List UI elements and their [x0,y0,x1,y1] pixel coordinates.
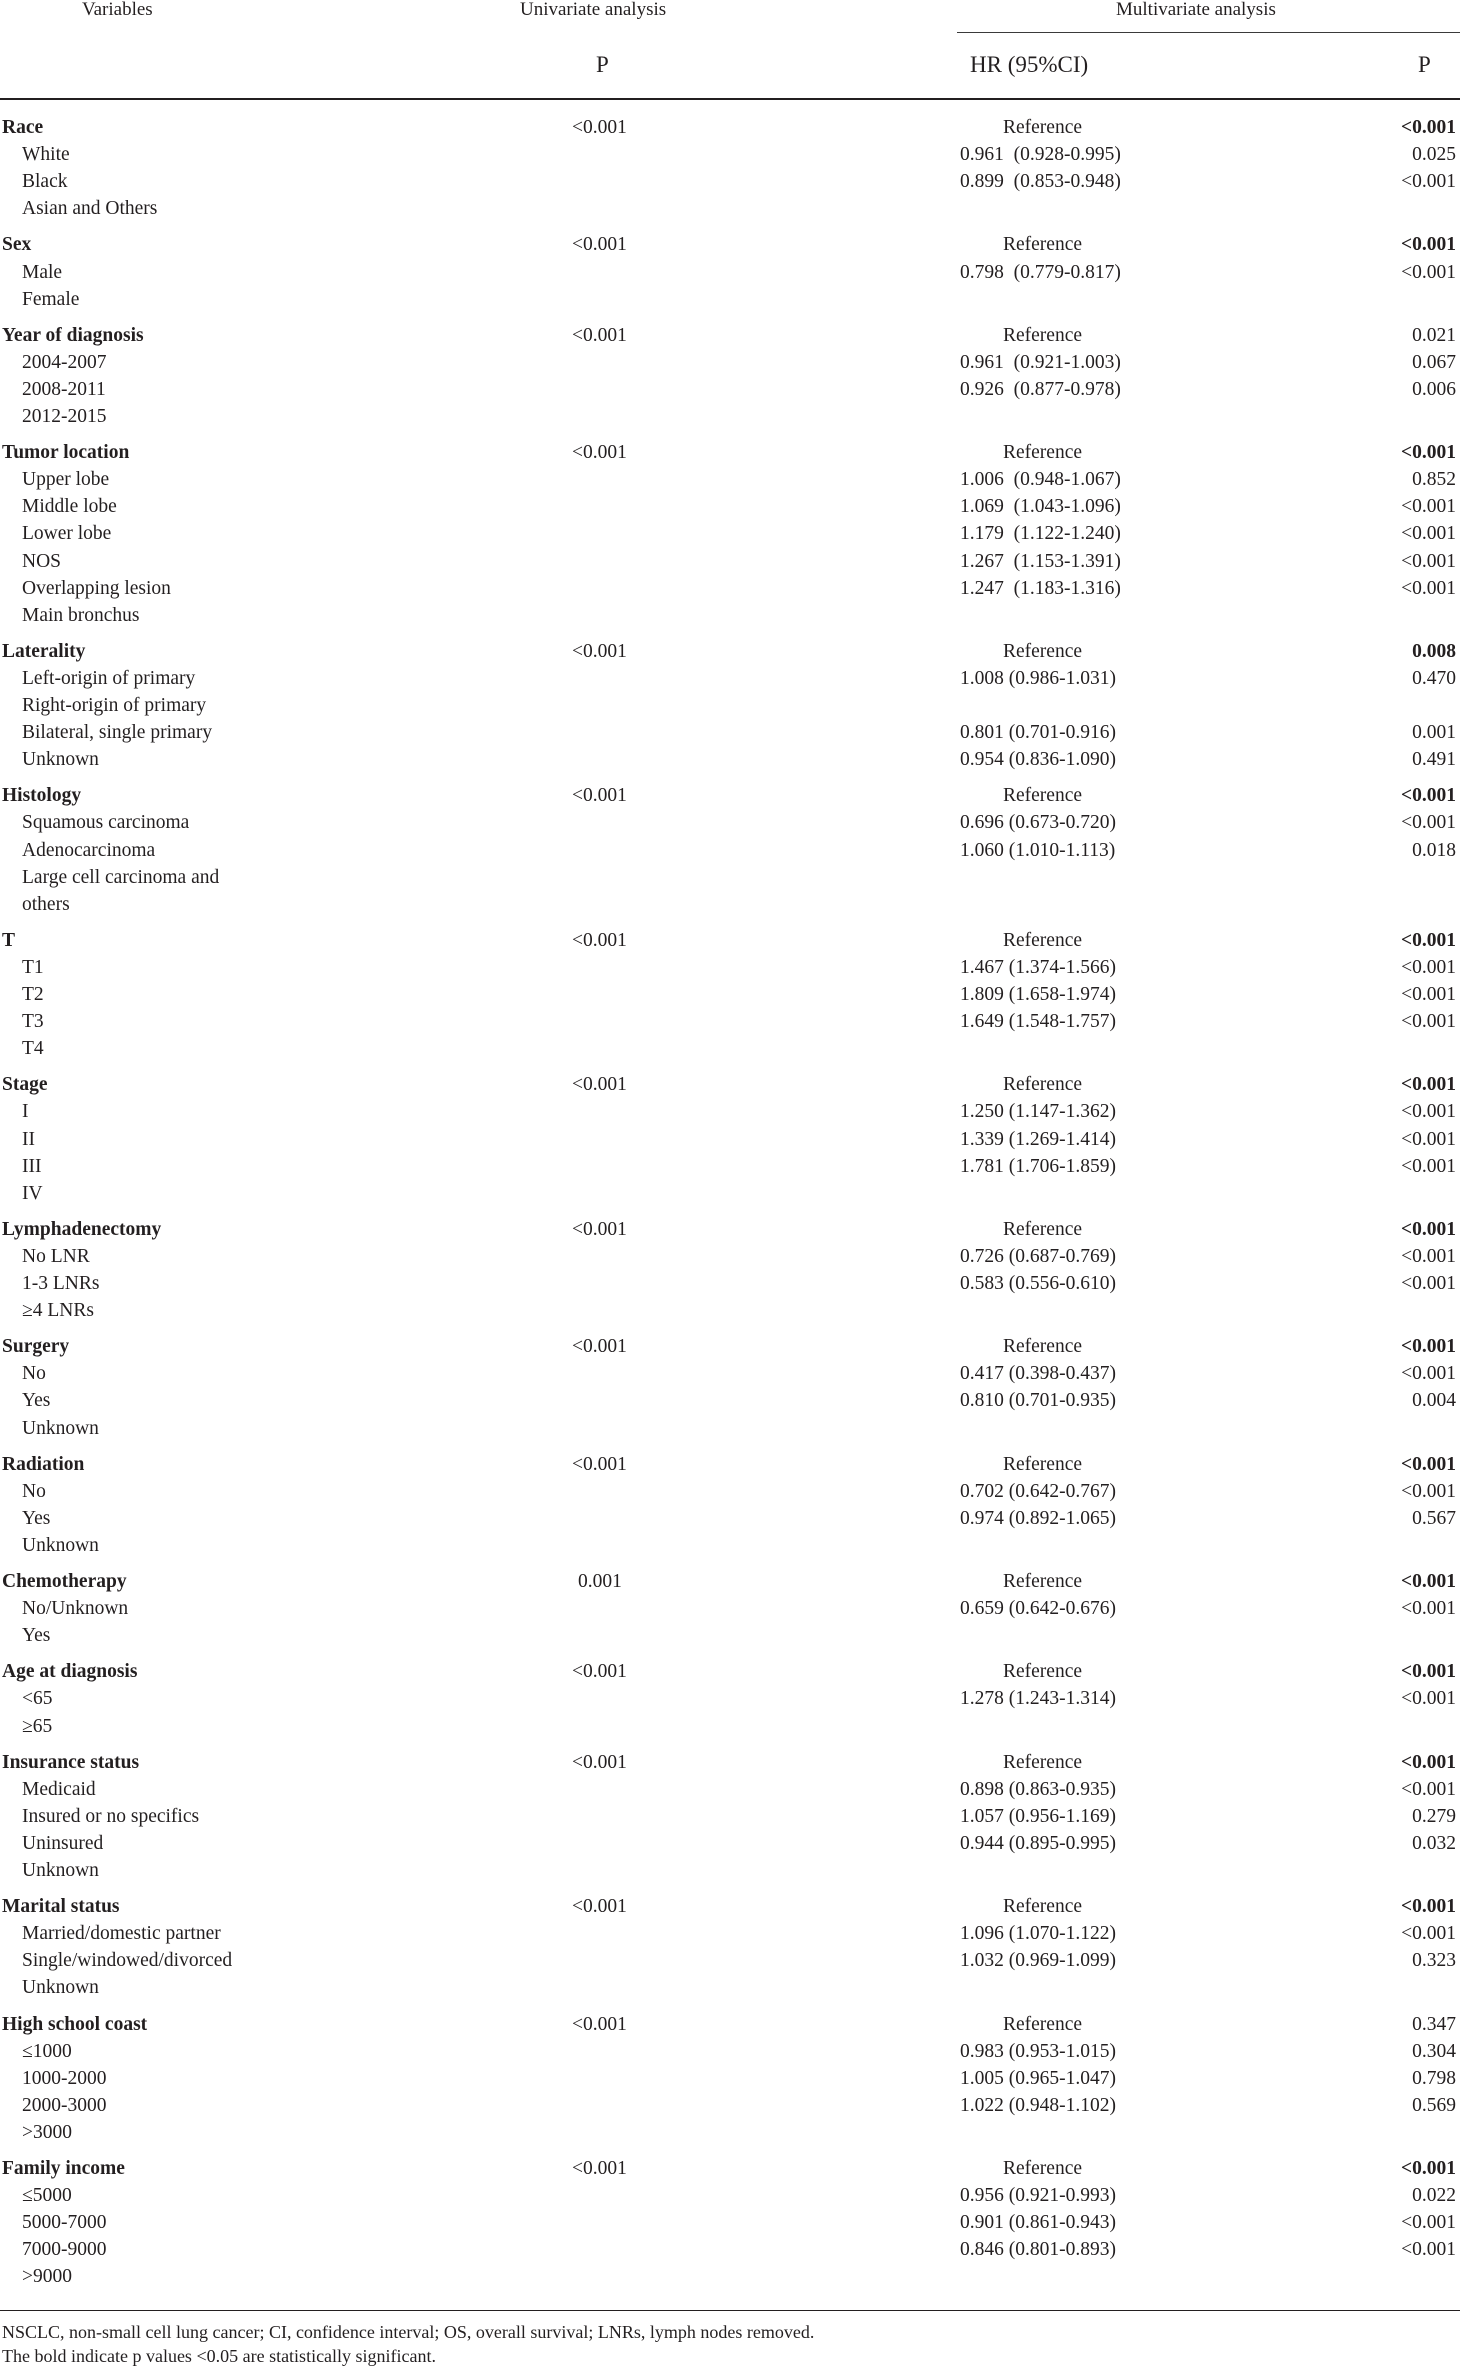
level-label: No [22,1480,46,1502]
footnote-bold: The bold indicate p values <0.05 are statistically significant. [2,2345,437,2366]
level-label: Unknown [22,749,99,771]
multivariate-p: <0.001 [1401,1074,1456,1096]
header-multivariate: Multivariate analysis [1116,0,1276,20]
level-p: 0.491 [1412,749,1456,771]
table-row [0,520,1460,547]
level-label: Black [22,171,68,193]
table-row [0,981,1460,1008]
multivariate-p: <0.001 [1401,785,1456,807]
level-p: <0.001 [1401,1363,1456,1385]
table-row [0,548,1460,575]
level-label: Insured or no specifics [22,1805,200,1827]
table-row [0,2092,1460,2119]
level-label: Large cell carcinoma and [22,866,220,888]
table-row [0,1098,1460,1125]
table-row [0,1180,1460,1207]
level-label: Upper lobe [22,469,110,491]
level-label: No/Unknown [22,1598,129,1620]
reference-label: Reference [1003,1336,1083,1358]
hazard-ratio: 0.846 (0.801-0.893) [960,2239,1116,2261]
level-p: 0.018 [1412,839,1456,861]
multivariate-p: 0.021 [1412,324,1456,346]
variable-name: Histology [2,785,82,807]
level-label: Unknown [22,1860,99,1881]
level-label: Single/windowed/divorced [22,1950,233,1972]
level-label: I [22,1101,29,1123]
hazard-ratio: 1.247 (1.183-1.316) [960,577,1121,599]
table-row [0,2119,1460,2146]
table-row [0,837,1460,864]
group-row [0,1333,1460,1360]
group-row [0,1749,1460,1776]
multivariate-p: <0.001 [1401,1571,1456,1592]
table-row [0,1035,1460,1062]
group-row [0,1658,1460,1685]
level-label: 2008-2011 [22,378,106,400]
hazard-ratio: 0.983 (0.953-1.015) [960,2040,1116,2062]
hazard-ratio: 0.944 (0.895-0.995) [960,1832,1116,1854]
reference-label: Reference [1003,1074,1083,1096]
table-row [0,2182,1460,2209]
group-row [0,638,1460,665]
level-p: <0.001 [1401,1011,1456,1033]
hazard-ratio: 1.809 (1.658-1.974) [960,984,1116,1005]
level-p: <0.001 [1401,1480,1456,1502]
variable-name: Radiation [2,1453,85,1475]
univariate-p: <0.001 [572,1074,627,1096]
table-row [0,1776,1460,1803]
level-label: No LNR [22,1245,90,1267]
hazard-ratio: 0.926 (0.877-0.978) [960,378,1121,400]
reference-label: Reference [1003,1571,1083,1592]
table-bottom-rule [0,2310,1460,2312]
reference-label: Reference [1003,1218,1083,1240]
variable-name: Stage [2,1074,48,1096]
level-label: ≥4 LNRs [22,1300,94,1322]
table-row [0,1622,1460,1649]
hazard-ratio: 1.267 (1.153-1.391) [960,550,1121,572]
reference-label: Reference [1003,1751,1083,1773]
hazard-ratio: 0.726 (0.687-0.769) [960,1245,1116,1267]
level-p: <0.001 [1401,1273,1456,1294]
level-p: <0.001 [1401,812,1456,834]
reference-label: Reference [1003,2013,1083,2035]
level-label: ≥65 [22,1715,53,1737]
group-row [0,782,1460,809]
hazard-ratio: 0.961 (0.928-0.995) [960,144,1121,166]
table-row [0,1415,1460,1442]
level-label: Unknown [22,1977,99,1999]
level-p: <0.001 [1401,1128,1456,1150]
level-p: 0.279 [1412,1805,1456,1827]
header-univariate: Univariate analysis [520,0,667,20]
level-p: <0.001 [1401,1923,1456,1945]
variable-name: Race [2,117,44,138]
multivariate-p: 0.008 [1412,640,1456,662]
univariate-p: <0.001 [572,1751,627,1773]
level-label: 1000-2000 [22,2067,107,2089]
table-row [0,1270,1460,1297]
level-label: >9000 [22,2266,72,2288]
table-row [0,2263,1460,2290]
table-row [0,1857,1460,1884]
level-p: <0.001 [1401,261,1456,283]
level-p: <0.001 [1401,1598,1456,1620]
hazard-ratio: 1.069 (1.043-1.096) [960,496,1121,518]
level-p: 0.304 [1412,2040,1456,2062]
univariate-p: <0.001 [572,234,627,256]
hazard-ratio: 0.417 (0.398-0.437) [960,1363,1116,1385]
univariate-p: <0.001 [572,929,627,951]
level-p: <0.001 [1401,2212,1456,2234]
hazard-ratio: 1.278 (1.243-1.314) [960,1688,1116,1710]
hazard-ratio: 1.057 (0.956-1.169) [960,1805,1116,1827]
table-row [0,692,1460,719]
table-row [0,286,1460,313]
table-row [0,1713,1460,1740]
reference-label: Reference [1003,2158,1083,2179]
group-row [0,1451,1460,1478]
table-row [0,168,1460,195]
level-p: 0.567 [1412,1507,1456,1529]
table-row [0,1126,1460,1153]
level-p: <0.001 [1401,577,1456,599]
multivariate-p: <0.001 [1401,1661,1456,1683]
level-p: 0.067 [1412,351,1456,373]
univariate-p: 0.001 [578,1571,622,1592]
univariate-p: <0.001 [572,1661,627,1683]
multivariate-p: <0.001 [1401,1218,1456,1240]
table-row [0,719,1460,746]
group-row [0,322,1460,349]
group-row [0,231,1460,258]
level-label: 2012-2015 [22,406,107,427]
level-p: 0.798 [1412,2067,1456,2089]
reference-label: Reference [1003,117,1083,138]
level-p: <0.001 [1401,550,1456,572]
table-row [0,466,1460,493]
level-label: T3 [22,1011,44,1033]
level-p: 0.852 [1412,469,1456,491]
level-label: Medicaid [22,1778,96,1800]
hazard-ratio: 1.060 (1.010-1.113) [960,839,1116,861]
hazard-ratio: 0.974 (0.892-1.065) [960,1507,1116,1529]
table-row [0,1947,1460,1974]
hazard-ratio: 0.801 (0.701-0.916) [960,722,1116,744]
level-p: 0.470 [1412,667,1456,689]
table-row [0,602,1460,629]
hazard-ratio: 1.649 (1.548-1.757) [960,1011,1116,1033]
hazard-ratio: 0.954 (0.836-1.090) [960,749,1116,771]
hazard-ratio: 1.008 (0.986-1.031) [960,667,1116,689]
variable-name: Sex [2,234,32,256]
table-header-top [0,0,1460,30]
variable-name: Family income [2,2158,125,2179]
table-row [0,2236,1460,2263]
level-label: No [22,1363,46,1385]
multivariate-p: <0.001 [1401,442,1456,464]
table-row [0,2065,1460,2092]
reference-label: Reference [1003,929,1083,951]
univariate-p: <0.001 [572,785,627,807]
variable-name: Tumor location [2,442,130,464]
group-row [0,439,1460,466]
level-label: Overlapping lesion [22,577,171,599]
hazard-ratio: 0.659 (0.642-0.676) [960,1598,1116,1620]
level-label: <65 [22,1688,53,1710]
level-p: <0.001 [1401,171,1456,193]
level-p: <0.001 [1401,1688,1456,1710]
footnote-abbreviations: NSCLC, non-small cell lung cancer; CI, confidence interval; OS, overall survival; LNRs, lymph nodes removed. [2,2321,815,2342]
level-label: ≤1000 [22,2040,72,2062]
level-label: T2 [22,984,44,1005]
header-hr: HR (95%CI) [970,52,1089,77]
table-row [0,954,1460,981]
level-label: Yes [22,1507,51,1529]
variable-name: Lymphadenectomy [2,1218,162,1240]
hazard-ratio: 1.005 (0.965-1.047) [960,2067,1116,2089]
reference-label: Reference [1003,1453,1083,1475]
univariate-p: <0.001 [572,1336,627,1358]
level-p: <0.001 [1401,1778,1456,1800]
table-row [0,2209,1460,2236]
header-variables: Variables [82,0,153,20]
variable-name: Surgery [2,1336,70,1358]
table-row [0,1920,1460,1947]
reference-label: Reference [1003,1896,1083,1918]
univariate-p: <0.001 [572,1453,627,1475]
univariate-p: <0.001 [572,442,627,464]
table-row [0,493,1460,520]
level-label: Middle lobe [22,496,117,518]
level-label: Asian and Others [22,198,158,220]
univariate-p: <0.001 [572,640,627,662]
level-label: 1-3 LNRs [22,1273,100,1294]
group-row [0,114,1460,141]
level-label: Yes [22,1625,51,1647]
header-uni-p: P [596,52,609,77]
univariate-p: <0.001 [572,117,627,138]
hazard-ratio: 1.096 (1.070-1.122) [960,1923,1116,1945]
multivariate-p: <0.001 [1401,1336,1456,1358]
variable-name: Laterality [2,640,86,662]
level-p: <0.001 [1401,496,1456,518]
level-label: >3000 [22,2121,72,2143]
level-label: others [22,893,70,915]
level-label: Male [22,261,63,283]
reference-label: Reference [1003,442,1083,464]
table-row [0,1685,1460,1712]
reference-label: Reference [1003,1661,1083,1683]
hazard-ratio: 1.179 (1.122-1.240) [960,523,1121,545]
hazard-ratio: 1.339 (1.269-1.414) [960,1128,1116,1150]
hazard-ratio: 0.702 (0.642-0.767) [960,1480,1116,1502]
table-row [0,1008,1460,1035]
level-label: Bilateral, single primary [22,722,213,744]
level-p: 0.022 [1412,2185,1456,2207]
multivariate-p: <0.001 [1401,1453,1456,1475]
table-row [0,1532,1460,1559]
level-p: <0.001 [1401,523,1456,545]
level-label: Squamous carcinoma [22,812,190,834]
level-p: 0.025 [1412,144,1456,166]
table-row [0,1803,1460,1830]
hazard-ratio: 0.810 (0.701-0.935) [960,1390,1116,1412]
level-label: 2000-3000 [22,2094,107,2116]
hazard-ratio: 1.781 (1.706-1.859) [960,1155,1116,1177]
table-row [0,665,1460,692]
hazard-ratio: 1.006 (0.948-1.067) [960,469,1121,491]
level-label: T4 [22,1038,44,1060]
variable-name: Age at diagnosis [2,1661,138,1683]
univariate-p: <0.001 [572,1218,627,1240]
table-row [0,1360,1460,1387]
hazard-ratio: 0.956 (0.921-0.993) [960,2185,1116,2207]
level-label: T1 [22,956,44,978]
group-row [0,2155,1460,2182]
table-row [0,864,1460,891]
hazard-ratio: 0.696 (0.673-0.720) [960,812,1116,834]
table-row [0,1830,1460,1857]
univariate-p: <0.001 [572,324,627,346]
reference-label: Reference [1003,324,1083,346]
multivariate-p: <0.001 [1401,1751,1456,1773]
multivariate-p: <0.001 [1401,234,1456,256]
table-row [0,891,1460,918]
hazard-ratio: 1.022 (0.948-1.102) [960,2094,1116,2116]
level-label: Unknown [22,1534,99,1556]
table-row [0,1387,1460,1414]
level-p: <0.001 [1401,2239,1456,2261]
header-multi-p: P [1418,52,1431,77]
table-row [0,809,1460,836]
level-p: 0.032 [1412,1832,1456,1854]
level-label: Lower lobe [22,523,112,545]
level-label: 2004-2007 [22,351,107,373]
table-row [0,746,1460,773]
level-label: Right-origin of primary [22,695,207,716]
multivariate-p: <0.001 [1401,117,1456,138]
level-p: 0.006 [1412,378,1456,400]
variable-name: High school coast [2,2013,148,2035]
level-p: <0.001 [1401,984,1456,1005]
level-label: Unknown [22,1417,99,1439]
level-label: 7000-9000 [22,2239,107,2261]
group-row [0,1216,1460,1243]
table-row [0,403,1460,430]
group-row [0,927,1460,954]
level-p: 0.004 [1412,1390,1456,1412]
group-row [0,1071,1460,1098]
table-row [0,1153,1460,1180]
level-p: 0.323 [1412,1950,1456,1972]
hazard-ratio: 0.901 (0.861-0.943) [960,2212,1116,2234]
level-label: Female [22,288,80,310]
table-row [0,1595,1460,1622]
table-row [0,1297,1460,1324]
level-label: Yes [22,1390,51,1412]
multivariate-rule [957,32,1460,33]
table-row [0,141,1460,168]
level-label: III [22,1155,42,1177]
group-row [0,2011,1460,2038]
level-label: White [22,144,70,166]
level-label: ≤5000 [22,2185,72,2207]
univariate-p: <0.001 [572,1896,627,1918]
hazard-ratio: 0.961 (0.921-1.003) [960,351,1121,373]
multivariate-p: 0.347 [1412,2013,1456,2035]
level-label: IV [22,1182,43,1204]
table-row [0,575,1460,602]
variable-name: Year of diagnosis [2,324,144,346]
multivariate-p: <0.001 [1401,929,1456,951]
table-row [0,2038,1460,2065]
level-label: NOS [22,550,62,572]
hazard-ratio: 0.583 (0.556-0.610) [960,1273,1116,1294]
variable-name: Insurance status [2,1751,140,1773]
level-label: Main bronchus [22,604,140,626]
reference-label: Reference [1003,640,1083,662]
group-row [0,1568,1460,1595]
table-row [0,259,1460,286]
level-p: 0.001 [1412,722,1456,744]
hazard-ratio: 1.032 (0.969-1.099) [960,1950,1116,1972]
level-p: 0.569 [1412,2094,1456,2116]
multivariate-p: <0.001 [1401,2158,1456,2179]
table-row [0,1505,1460,1532]
level-label: Uninsured [22,1832,104,1854]
level-p: <0.001 [1401,1101,1456,1123]
table-row [0,376,1460,403]
group-row [0,1893,1460,1920]
level-label: II [22,1128,35,1150]
hazard-ratio: 1.467 (1.374-1.566) [960,956,1116,978]
table-row [0,195,1460,222]
univariate-p: <0.001 [572,2013,627,2035]
table-row [0,1974,1460,2001]
table-row [0,1243,1460,1270]
univariate-p: <0.001 [572,2158,627,2179]
level-label: 5000-7000 [22,2212,107,2234]
hazard-ratio: 0.899 (0.853-0.948) [960,171,1121,193]
reference-label: Reference [1003,785,1083,807]
hazard-ratio: 1.250 (1.147-1.362) [960,1101,1116,1123]
header-bottom-rule [0,98,1460,100]
table-row [0,349,1460,376]
level-label: Adenocarcinoma [22,839,156,861]
level-p: <0.001 [1401,1155,1456,1177]
variable-name: T [2,929,16,951]
variable-name: Marital status [2,1896,120,1918]
level-p: <0.001 [1401,956,1456,978]
level-p: <0.001 [1401,1245,1456,1267]
multivariate-p: <0.001 [1401,1896,1456,1918]
variable-name: Chemotherapy [2,1571,127,1592]
level-label: Left-origin of primary [22,667,196,689]
hazard-ratio: 0.798 (0.779-0.817) [960,261,1121,283]
table-row [0,1478,1460,1505]
level-label: Married/domestic partner [22,1923,221,1945]
reference-label: Reference [1003,234,1083,256]
hazard-ratio: 0.898 (0.863-0.935) [960,1778,1116,1800]
